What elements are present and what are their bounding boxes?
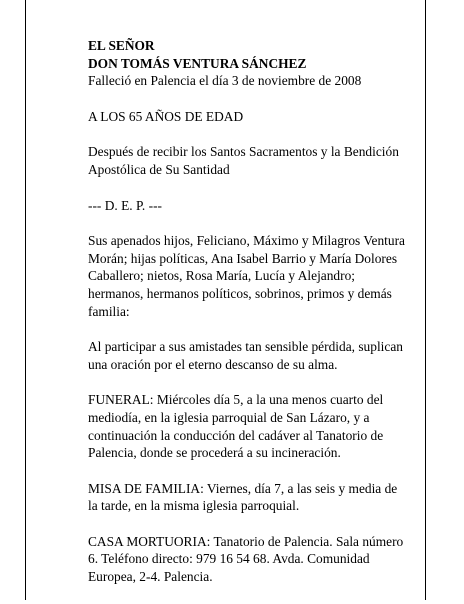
request-paragraph: Al participar a sus amistades tan sensible pérdida, suplican una oración por el eterno descanso de su alma.	[88, 339, 403, 372]
family-paragraph: Sus apenados hijos, Feliciano, Máximo y Milagros Ventura Morán; hijas políticas, Ana Isabel Barrio y María Dolores Caballero; nietos, Rosa María, Lucía y Alejandro; hermanos, hermanos políticos, sobrinos, primos y demás familia:	[88, 233, 405, 319]
age-line: A LOS 65 AÑOS DE EDAD	[88, 108, 244, 124]
funeral-paragraph: FUNERAL: Miércoles día 5, a la una menos cuarto del mediodía, en la iglesia parroquial de San Lázaro, y a continuación la conducción del cadáver al Tanatorio de Palencia, donde se procederá a su incineración.	[88, 392, 384, 461]
mass-paragraph: MISA DE FAMILIA: Viernes, día 7, a las seis y media de la tarde, en la misma iglesia parroquial.	[88, 480, 398, 514]
obituary-content	[88, 37, 408, 604]
title-line: EL SEÑOR	[88, 38, 155, 53]
rip-line: --- D. E. P. ---	[88, 197, 163, 213]
deceased-name: DON TOMÁS VENTURA SÁNCHEZ	[88, 55, 307, 71]
death-statement: Falleció en Palencia el día 3 de noviembre de 2008	[88, 73, 362, 89]
obituary-header	[88, 37, 408, 90]
house-paragraph: CASA MORTUORIA: Tanatorio de Palencia. Sala número 6. Teléfono directo: 979 16 54 68. Avda. Comunidad Europea, 2-4. Palencia.	[88, 533, 404, 585]
sacraments-paragraph: Después de recibir los Santos Sacramentos y la Bendición Apostólica de Su Santidad	[88, 144, 399, 177]
